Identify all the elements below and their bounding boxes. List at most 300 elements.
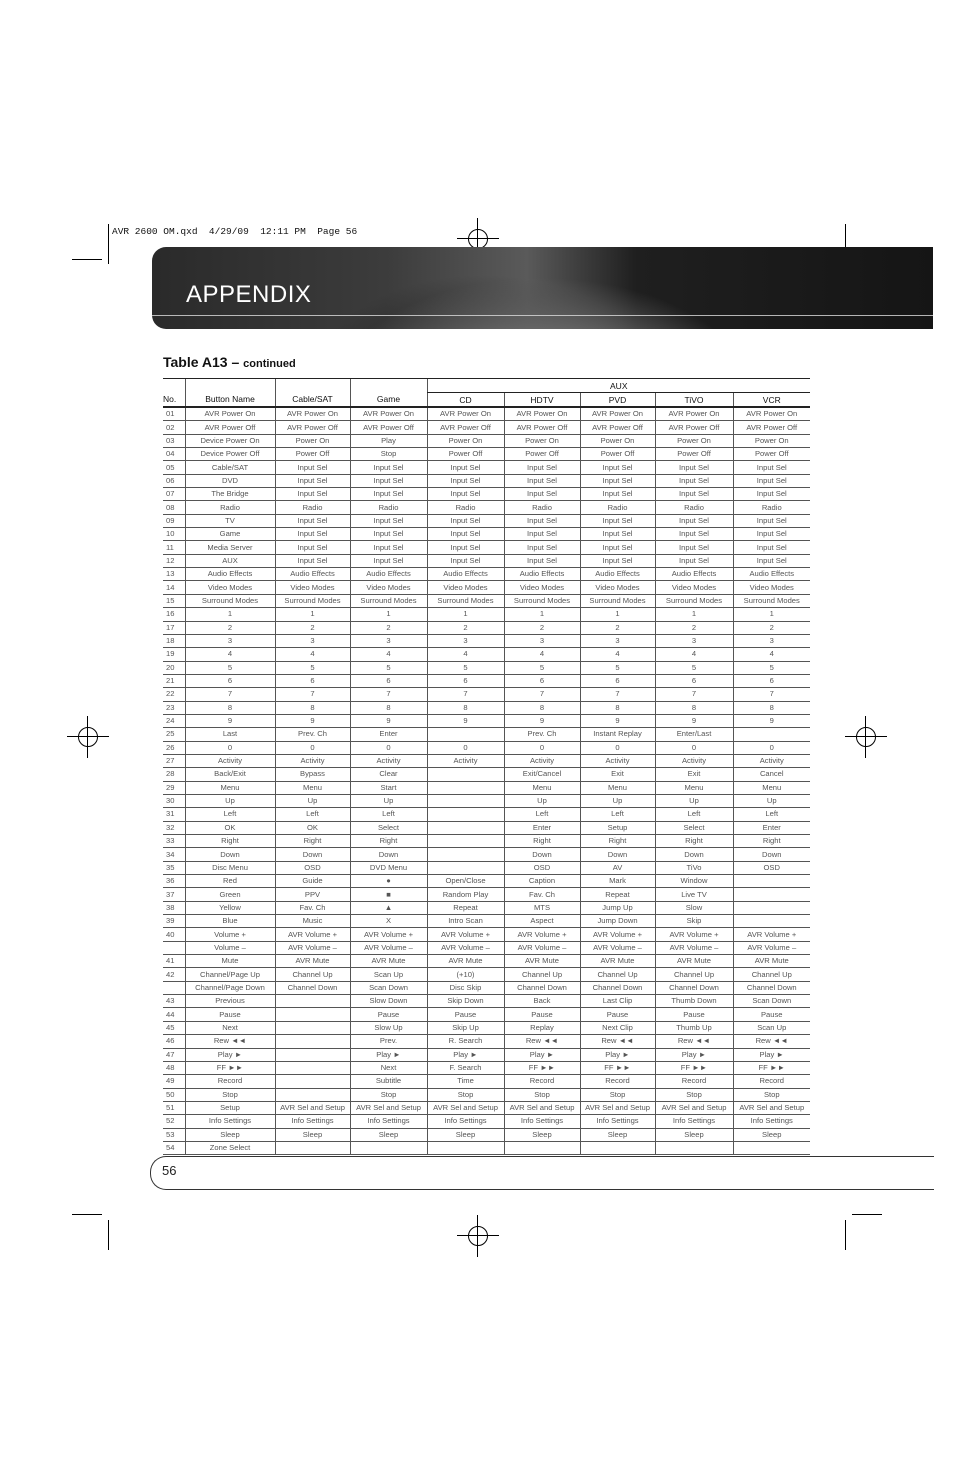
table-cell: OSD <box>733 861 810 874</box>
table-cell: Channel Up <box>504 968 580 981</box>
table-cell: Skip <box>655 915 733 928</box>
header-spacer <box>350 379 427 393</box>
crop-mark <box>852 1214 882 1215</box>
table-cell: Surround Modes <box>580 594 655 607</box>
table-cell: Zone Select <box>185 1141 275 1154</box>
table-cell: AVR Power On <box>350 407 427 421</box>
header-spacer <box>185 379 275 393</box>
table-cell: Left <box>733 808 810 821</box>
table-cell: Menu <box>733 781 810 794</box>
table-cell: Input Sel <box>580 514 655 527</box>
registration-mark-icon <box>468 1226 488 1246</box>
table-cell: Info Settings <box>350 1115 427 1128</box>
table-cell: Video Modes <box>427 581 504 594</box>
table-cell: Rew ◄◄ <box>733 1035 810 1048</box>
table-cell: Volume + <box>185 928 275 941</box>
table-cell <box>275 1008 350 1021</box>
table-cell: Input Sel <box>427 514 504 527</box>
table-cell: 9 <box>350 714 427 727</box>
table-cell: Video Modes <box>655 581 733 594</box>
table-cell: Slow Up <box>350 1021 427 1034</box>
column-header: TiVO <box>655 393 733 408</box>
table-cell: Right <box>580 835 655 848</box>
table-cell: Input Sel <box>350 474 427 487</box>
table-cell: Jump Up <box>580 901 655 914</box>
table-row <box>163 474 810 487</box>
table-cell: 4 <box>733 648 810 661</box>
table-cell: Surround Modes <box>504 594 580 607</box>
table-cell <box>733 728 810 741</box>
table-cell: Stop <box>350 1088 427 1101</box>
table-cell: Power Off <box>580 448 655 461</box>
table-cell: Surround Modes <box>350 594 427 607</box>
table-cell: Activity <box>504 754 580 767</box>
row-number-cell: 45 <box>163 1021 185 1034</box>
table-cell: Input Sel <box>427 554 504 567</box>
row-number-cell: 23 <box>163 701 185 714</box>
row-number-cell: 05 <box>163 461 185 474</box>
table-cell: Play <box>350 434 427 447</box>
table-cell: Record <box>185 1075 275 1088</box>
table-cell: 8 <box>655 701 733 714</box>
table-cell: AVR Sel and Setup <box>655 1101 733 1114</box>
table-cell <box>580 1141 655 1154</box>
row-number-cell: 36 <box>163 875 185 888</box>
row-number-cell: 12 <box>163 554 185 567</box>
table-cell: Radio <box>275 501 350 514</box>
row-number-cell: 24 <box>163 714 185 727</box>
header-spacer <box>275 379 350 393</box>
table-cell: Up <box>275 794 350 807</box>
table-cell: Sleep <box>504 1128 580 1141</box>
table-cell: Input Sel <box>350 461 427 474</box>
row-number-cell: 25 <box>163 728 185 741</box>
table-cell: Jump Down <box>580 915 655 928</box>
table-cell: Input Sel <box>655 528 733 541</box>
table-cell: Audio Effects <box>655 568 733 581</box>
table-row <box>163 928 810 941</box>
table-cell: Record <box>580 1075 655 1088</box>
table-cell: Info Settings <box>733 1115 810 1128</box>
table-cell: Play ► <box>504 1048 580 1061</box>
table-cell <box>275 1061 350 1074</box>
table-cell: Slow Down <box>350 995 427 1008</box>
table-cell: Surround Modes <box>275 594 350 607</box>
table-cell: Rew ◄◄ <box>580 1035 655 1048</box>
table-row <box>163 648 810 661</box>
table-row <box>163 621 810 634</box>
table-cell: Info Settings <box>655 1115 733 1128</box>
table-cell: AVR Volume + <box>350 928 427 941</box>
table-cell: Play ► <box>580 1048 655 1061</box>
crop-mark <box>845 1220 846 1250</box>
table-cell: Channel Up <box>275 968 350 981</box>
table-cell: 6 <box>655 674 733 687</box>
table-row <box>163 1115 810 1128</box>
table-cell: Play ► <box>185 1048 275 1061</box>
table-row <box>163 568 810 581</box>
table-cell: OSD <box>504 861 580 874</box>
registration-mark-icon <box>468 229 488 249</box>
table-cell <box>350 1141 427 1154</box>
table-cell: AVR Mute <box>350 955 427 968</box>
row-number-cell: 09 <box>163 514 185 527</box>
table-cell: TV <box>185 514 275 527</box>
table-cell: F. Search <box>427 1061 504 1074</box>
column-header: VCR <box>733 393 810 408</box>
table-cell: Rew ◄◄ <box>655 1035 733 1048</box>
row-number-cell: 21 <box>163 674 185 687</box>
table-cell: Channel Down <box>655 981 733 994</box>
table-cell: Input Sel <box>580 474 655 487</box>
row-number-cell: 10 <box>163 528 185 541</box>
table-cell: AVR Volume + <box>655 928 733 941</box>
table-cell <box>275 1075 350 1088</box>
table-cell: Video Modes <box>185 581 275 594</box>
table-cell: Radio <box>504 501 580 514</box>
table-cell: The Bridge <box>185 488 275 501</box>
table-cell: Power Off <box>655 448 733 461</box>
table-cell: AVR Volume + <box>733 928 810 941</box>
table-cell: Radio <box>350 501 427 514</box>
table-cell: 3 <box>655 634 733 647</box>
table-cell: Info Settings <box>580 1115 655 1128</box>
table-cell: Stop <box>427 1088 504 1101</box>
table-cell: Pause <box>580 1008 655 1021</box>
table-cell: OSD <box>275 861 350 874</box>
table-cell: 9 <box>733 714 810 727</box>
table-cell <box>733 875 810 888</box>
table-cell: AVR Volume – <box>504 941 580 954</box>
table-row <box>163 941 810 954</box>
table-cell: 4 <box>185 648 275 661</box>
table-cell: Replay <box>504 1021 580 1034</box>
table-cell <box>427 835 504 848</box>
table-row <box>163 674 810 687</box>
table-cell: Down <box>504 848 580 861</box>
table-cell: TiVo <box>655 861 733 874</box>
table-cell: Input Sel <box>655 461 733 474</box>
row-number-cell: 38 <box>163 901 185 914</box>
row-number-cell: 52 <box>163 1115 185 1128</box>
table-cell: Input Sel <box>655 514 733 527</box>
row-number-cell: 33 <box>163 835 185 848</box>
row-number-cell: 31 <box>163 808 185 821</box>
table-cell: Scan Up <box>733 1021 810 1034</box>
table-cell: Skip Down <box>427 995 504 1008</box>
table-cell: Input Sel <box>350 488 427 501</box>
table-cell: AVR Volume – <box>275 941 350 954</box>
table-cell: AVR Power Off <box>655 421 733 434</box>
table-cell: Input Sel <box>275 488 350 501</box>
table-cell: Radio <box>427 501 504 514</box>
table-cell: Video Modes <box>580 581 655 594</box>
row-number-cell: 15 <box>163 594 185 607</box>
table-cell: 8 <box>427 701 504 714</box>
table-cell: Video Modes <box>350 581 427 594</box>
table-cell: Left <box>350 808 427 821</box>
row-number-cell: 51 <box>163 1101 185 1114</box>
table-cell: Device Power On <box>185 434 275 447</box>
table-cell: Input Sel <box>733 474 810 487</box>
table-cell: Stop <box>350 448 427 461</box>
table-cell: AVR Volume – <box>655 941 733 954</box>
table-cell: Thumb Down <box>655 995 733 1008</box>
table-cell <box>275 1021 350 1034</box>
table-row <box>163 741 810 754</box>
table-cell: 6 <box>580 674 655 687</box>
table-cell: Random Play <box>427 888 504 901</box>
table-cell: Up <box>350 794 427 807</box>
table-cell: Audio Effects <box>427 568 504 581</box>
table-cell: 3 <box>504 634 580 647</box>
table-cell: Stop <box>655 1088 733 1101</box>
row-number-cell: 29 <box>163 781 185 794</box>
table-row <box>163 901 810 914</box>
table-cell: 6 <box>504 674 580 687</box>
table-cell: Window <box>655 875 733 888</box>
table-cell: 3 <box>185 634 275 647</box>
table-cell: Down <box>185 848 275 861</box>
table-cell: Power Off <box>427 448 504 461</box>
row-number-cell: 41 <box>163 955 185 968</box>
table-cell: Input Sel <box>504 541 580 554</box>
table-cell: 2 <box>350 621 427 634</box>
table-cell: Channel/Page Up <box>185 968 275 981</box>
table-cell: Audio Effects <box>350 568 427 581</box>
table-row <box>163 1008 810 1021</box>
table-cell <box>504 1141 580 1154</box>
table-row <box>163 688 810 701</box>
crop-mark <box>108 1220 109 1250</box>
table-cell: Activity <box>733 754 810 767</box>
row-number-cell: 46 <box>163 1035 185 1048</box>
table-cell: Audio Effects <box>504 568 580 581</box>
table-cell: Video Modes <box>504 581 580 594</box>
table-cell: Channel/Page Down <box>185 981 275 994</box>
table-row <box>163 634 810 647</box>
table-cell: Activity <box>185 754 275 767</box>
table-cell: 4 <box>350 648 427 661</box>
table-cell: Prev. Ch <box>275 728 350 741</box>
table-cell: AVR Volume + <box>504 928 580 941</box>
row-number-cell: 18 <box>163 634 185 647</box>
table-cell: AVR Volume – <box>427 941 504 954</box>
table-cell: Sleep <box>733 1128 810 1141</box>
table-cell: Activity <box>580 754 655 767</box>
table-cell: Channel Down <box>504 981 580 994</box>
table-cell: 5 <box>580 661 655 674</box>
table-cell <box>275 1035 350 1048</box>
table-cell: 3 <box>580 634 655 647</box>
table-cell: Input Sel <box>580 541 655 554</box>
table-cell: Scan Up <box>350 968 427 981</box>
table-cell: Input Sel <box>275 554 350 567</box>
table-cell: 0 <box>350 741 427 754</box>
table-cell: 5 <box>350 661 427 674</box>
table-cell <box>427 808 504 821</box>
column-header: No. <box>163 393 185 408</box>
table-cell: AVR Power Off <box>504 421 580 434</box>
table-cell: Input Sel <box>350 554 427 567</box>
table-cell: Channel Down <box>580 981 655 994</box>
registration-mark-icon <box>856 727 876 747</box>
footer-bar <box>150 1156 934 1190</box>
table-cell: MTS <box>504 901 580 914</box>
table-cell: Down <box>350 848 427 861</box>
table-cell: 7 <box>504 688 580 701</box>
table-cell: 8 <box>580 701 655 714</box>
table-cell: FF ►► <box>185 1061 275 1074</box>
table-cell: AVR Mute <box>580 955 655 968</box>
table-cell: Sleep <box>655 1128 733 1141</box>
table-cell: Input Sel <box>655 488 733 501</box>
table-row <box>163 1075 810 1088</box>
table-cell: AVR Sel and Setup <box>275 1101 350 1114</box>
table-cell: 9 <box>427 714 504 727</box>
table-cell: Volume – <box>185 941 275 954</box>
table-cell: Bypass <box>275 768 350 781</box>
table-cell: 0 <box>185 741 275 754</box>
table-row <box>163 541 810 554</box>
table-cell: Exit/Cancel <box>504 768 580 781</box>
row-number-cell: 28 <box>163 768 185 781</box>
table-row <box>163 461 810 474</box>
table-cell: AV <box>580 861 655 874</box>
table-cell: Down <box>580 848 655 861</box>
table-cell <box>655 1141 733 1154</box>
table-cell: AVR Power On <box>655 407 733 421</box>
table-cell: X <box>350 915 427 928</box>
table-cell: Input Sel <box>733 514 810 527</box>
table-cell: Yellow <box>185 901 275 914</box>
table-cell: 9 <box>504 714 580 727</box>
table-cell: Music <box>275 915 350 928</box>
table-cell: 7 <box>655 688 733 701</box>
table-row <box>163 835 810 848</box>
table-cell: 5 <box>655 661 733 674</box>
row-number-cell: 20 <box>163 661 185 674</box>
crop-mark <box>72 259 102 260</box>
table-cell: Video Modes <box>733 581 810 594</box>
row-number-cell: 06 <box>163 474 185 487</box>
row-number-cell: 32 <box>163 821 185 834</box>
table-cell: Info Settings <box>427 1115 504 1128</box>
table-cell: AVR Mute <box>427 955 504 968</box>
table-cell: ▲ <box>350 901 427 914</box>
table-cell <box>275 995 350 1008</box>
table-cell: Input Sel <box>580 554 655 567</box>
table-cell: AVR Mute <box>655 955 733 968</box>
table-cell: Input Sel <box>275 541 350 554</box>
row-number-cell <box>163 981 185 994</box>
row-number-cell: 07 <box>163 488 185 501</box>
table-cell: Record <box>733 1075 810 1088</box>
table-cell: Sleep <box>275 1128 350 1141</box>
table-cell: Input Sel <box>580 488 655 501</box>
table-cell: 5 <box>275 661 350 674</box>
table-cell: Media Server <box>185 541 275 554</box>
table-cell <box>427 848 504 861</box>
row-number-cell: 34 <box>163 848 185 861</box>
table-cell: Right <box>350 835 427 848</box>
appendix-banner <box>152 247 933 329</box>
table-cell: Pause <box>733 1008 810 1021</box>
table-cell: 7 <box>185 688 275 701</box>
table-cell: Next <box>350 1061 427 1074</box>
table-cell: Audio Effects <box>733 568 810 581</box>
table-cell: 5 <box>733 661 810 674</box>
table-cell: Rew ◄◄ <box>504 1035 580 1048</box>
table-row <box>163 501 810 514</box>
table-row <box>163 514 810 527</box>
table-cell: Audio Effects <box>185 568 275 581</box>
page-number: 56 <box>162 1163 177 1178</box>
row-number-cell: 39 <box>163 915 185 928</box>
row-number-cell: 02 <box>163 421 185 434</box>
table-cell: Radio <box>580 501 655 514</box>
print-slug: AVR 2600 OM.qxd 4/29/09 12:11 PM Page 56 <box>112 226 358 237</box>
crop-mark <box>72 1214 102 1215</box>
table-cell: Up <box>733 794 810 807</box>
table-cell: AVR Volume + <box>580 928 655 941</box>
table-cell: Up <box>504 794 580 807</box>
table-cell: 4 <box>655 648 733 661</box>
table-cell: Input Sel <box>733 528 810 541</box>
table-cell: Pause <box>350 1008 427 1021</box>
table-cell: AVR Power On <box>275 407 350 421</box>
table-row <box>163 701 810 714</box>
table-cell: Slow <box>655 901 733 914</box>
column-header: Button Name <box>185 393 275 408</box>
table-cell <box>275 1048 350 1061</box>
table-cell: Guide <box>275 875 350 888</box>
table-row <box>163 434 810 447</box>
table-row <box>163 781 810 794</box>
row-number-cell: 26 <box>163 741 185 754</box>
column-header: Game <box>350 393 427 408</box>
table-cell: Menu <box>185 781 275 794</box>
table-row <box>163 995 810 1008</box>
table-cell: 9 <box>185 714 275 727</box>
table-cell: Input Sel <box>733 541 810 554</box>
row-number-cell: 47 <box>163 1048 185 1061</box>
table-cell: 2 <box>504 621 580 634</box>
table-cell: Input Sel <box>504 461 580 474</box>
table-cell: Exit <box>655 768 733 781</box>
row-number-cell: 14 <box>163 581 185 594</box>
table-cell: Setup <box>185 1101 275 1114</box>
table-cell: 3 <box>275 634 350 647</box>
table-cell: 5 <box>427 661 504 674</box>
table-cell: 6 <box>185 674 275 687</box>
table-cell: Input Sel <box>427 461 504 474</box>
table-cell <box>427 821 504 834</box>
table-cell: Down <box>275 848 350 861</box>
aux-group-header: AUX <box>427 379 810 393</box>
table-cell: Setup <box>580 821 655 834</box>
table-cell: Input Sel <box>504 474 580 487</box>
table-cell: AVR Sel and Setup <box>580 1101 655 1114</box>
table-cell: Right <box>655 835 733 848</box>
table-cell: 7 <box>350 688 427 701</box>
table-cell: Next <box>185 1021 275 1034</box>
table-row <box>163 1141 810 1154</box>
table-cell: Power Off <box>733 448 810 461</box>
table-cell: 1 <box>504 608 580 621</box>
row-number-cell: 27 <box>163 754 185 767</box>
table-cell: 6 <box>427 674 504 687</box>
